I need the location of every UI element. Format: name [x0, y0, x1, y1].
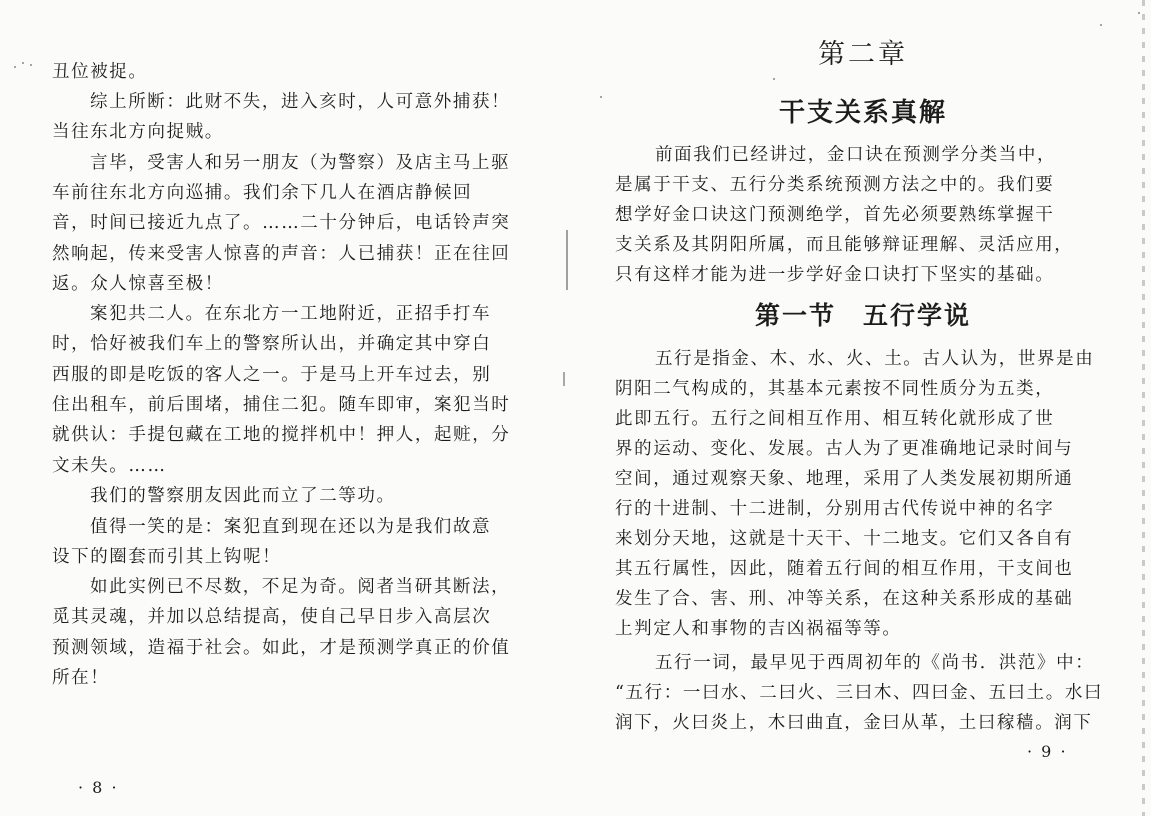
gutter-mark [563, 372, 565, 386]
gutter-line [566, 230, 568, 290]
scan-speck [30, 64, 32, 66]
body-line: 其五行属性，因此，随着五行间的相互作用，干支间也 [615, 559, 1074, 579]
left-line: 住出租车，前后围堵，捕住二犯。随车即审，案犯当时 [52, 395, 511, 415]
left-line: 预测领域，造福于社会。如此，才是预测学真正的价值 [52, 638, 511, 658]
body-line: 润下，火曰炎上，木曰曲直，金曰从革，土曰稼穑。润下 [615, 713, 1093, 733]
left-line: 就供认：手提包藏在工地的搅拌机中！押人，起赃，分 [52, 425, 511, 445]
left-line: 所在！ [52, 668, 110, 688]
body-line: 界的运动、变化、发展。古人为了更准确地记录时间与 [615, 439, 1074, 459]
right-page [575, 0, 1151, 816]
left-line: 值得一笑的是：案犯直到现在还以为是我们故意 [90, 517, 492, 537]
scan-speck [600, 96, 602, 98]
page-number: · 9 · [1027, 742, 1068, 761]
intro-line: 前面我们已经讲过，金口诀在预测学分类当中， [655, 145, 1057, 165]
scan-speck [773, 78, 775, 80]
left-line: 设下的圈套而引其上钩呢！ [52, 547, 282, 567]
body-line: 来划分天地，这就是十天干、十二地支。它们又各自有 [615, 529, 1074, 549]
left-line: 言毕，受害人和另一朋友（为警察）及店主马上驱 [90, 153, 511, 173]
body-line: 空间，通过观察天象、地理，采用了人类发展初期所通 [615, 469, 1074, 489]
intro-line: 支关系及其阴阳所属，而且能够辩证理解、灵活应用， [615, 235, 1074, 255]
body-line: 此即五行。五行之间相互作用、相互转化就形成了世 [615, 409, 1055, 429]
page-number: · 8 · [78, 778, 119, 797]
left-line: 丑位被捉。 [52, 62, 148, 82]
scan-speck [1100, 24, 1102, 26]
section-heading: 第一节 五行学说 [754, 301, 971, 330]
left-line: 返。众人惊喜至极！ [52, 274, 224, 294]
body-line: 上判定人和事物的吉凶祸福等等。 [615, 619, 902, 639]
left-line: 时，恰好被我们车上的警察所认出，并确定其中穿白 [52, 334, 492, 354]
intro-line: 是属于干支、五行分类系统预测方法之中的。我们要 [615, 175, 1055, 195]
left-line: 案犯共二人。在东北方一工地附近，正招手打车 [90, 304, 492, 324]
page-edge-shadow [1142, 0, 1145, 816]
scan-speck [22, 62, 24, 64]
body-line: 发生了合、害、刑、冲等关系，在这种关系形成的基础 [615, 589, 1074, 609]
left-line: 西服的即是吃饭的客人之一。于是马上开车过去，别 [52, 365, 492, 385]
chapter-heading: 第二章 [818, 39, 908, 70]
body-line: 阴阳二气构成的，其基本元素按不同性质分为五类， [615, 379, 1055, 399]
body-line: “五行：一曰水、二曰火、三曰木、四曰金、五曰土。水曰 [615, 683, 1104, 703]
scan-speck [1138, 12, 1140, 14]
left-line: 觅其灵魂，并加以总结提高，使自己早日步入高层次 [52, 607, 492, 627]
intro-line: 只有这样才能为进一步学好金口诀打下坚实的基础。 [615, 265, 1055, 285]
left-line: 我们的警察朋友因此而立了二等功。 [90, 486, 396, 506]
left-line: 文未失。…… [52, 456, 167, 476]
left-line: 然响起，传来受害人惊喜的声音：人已捕获！正在往回 [52, 244, 511, 264]
left-line: 如此实例已不尽数，不足为奇。阅者当研其断法， [90, 577, 511, 597]
left-line: 车前往东北方向巡捕。我们余下几人在酒店静候回 [52, 183, 473, 203]
left-line: 音，时间已接近九点了。……二十分钟后，电话铃声突 [52, 213, 511, 233]
body-line: 五行一词，最早见于西周初年的《尚书．洪范》中： [655, 653, 1095, 673]
left-line: 当往东北方向捉贼。 [52, 122, 224, 142]
body-line: 行的十进制、十二进制，分别用古代传说中神的名字 [615, 499, 1055, 519]
scan-speck [14, 66, 16, 68]
left-page [0, 0, 575, 816]
body-line: 五行是指金、木、水、火、土。古人认为，世界是由 [655, 349, 1095, 369]
left-line: 综上所断：此财不失，进入亥时，人可意外捕获！ [90, 92, 511, 112]
intro-line: 想学好金口诀这门预测绝学，首先必须要熟练掌握干 [615, 205, 1055, 225]
chapter-title: 干支关系真解 [778, 98, 947, 128]
